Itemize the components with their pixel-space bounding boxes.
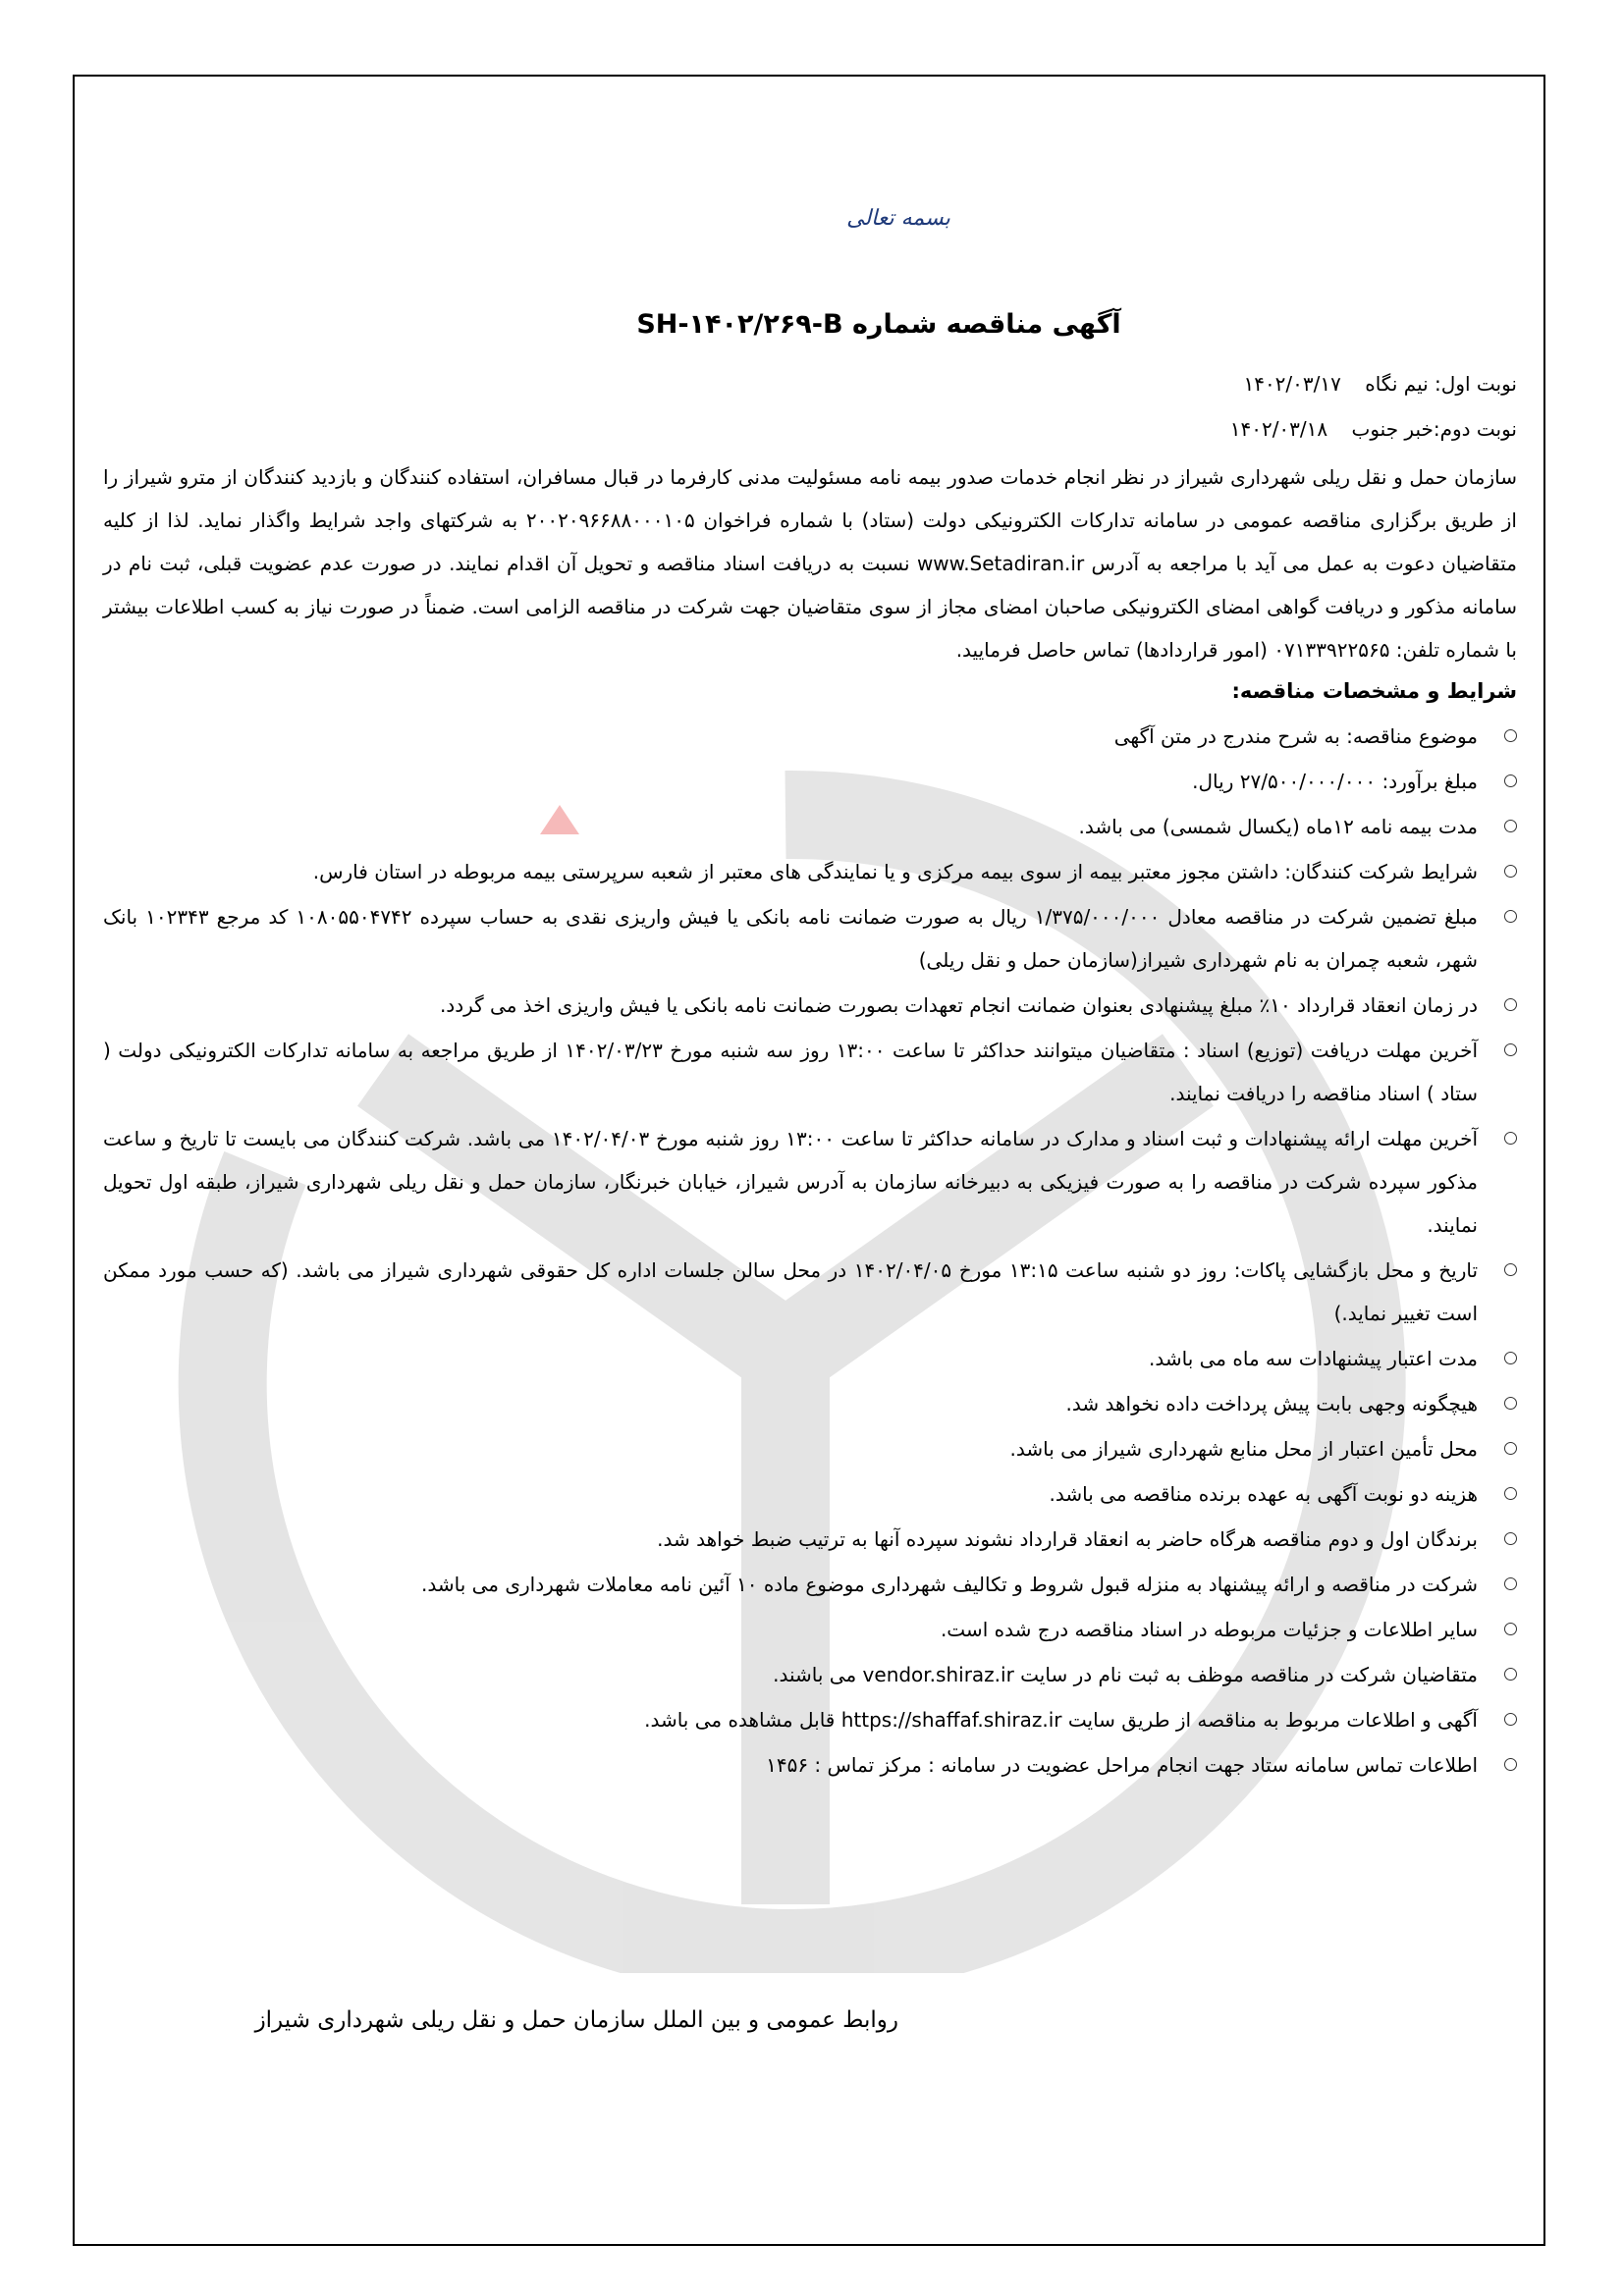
bullet-circle-icon <box>1504 1758 1517 1771</box>
list-item <box>103 1698 1517 1741</box>
list-item-text: آخرین مهلت ارائه پیشنهادات و ثبت اسناد و مدارک در سامانه حداکثر تا ساعت ۱۳:۰۰ روز شنبه مورخ ۱۴۰۲/۰۴/۰۳ می باشد. شرکت کنندگان می بایست تا تاریخ و ساعت مذکور سپرده شرکت در مناقصه را به صورت فیزیکی به دبیرخانه سازمان به آدرس شیراز، خیابان خبرنگار، سازمان حمل و نقل ریلی شهرداری شیراز، طبقه اول تحویل نمایند. <box>103 1127 1479 1237</box>
list-item-text: موضوع مناقصه: به شرح مندرج در متن آگهی <box>1113 724 1478 748</box>
list-item <box>103 1743 1517 1787</box>
bullet-circle-icon <box>1504 1043 1517 1056</box>
bullet-circle-icon <box>1504 1668 1517 1681</box>
list-item-text: اطلاعات تماس سامانه ستاد جهت انجام مراحل عضویت در سامانه : مرکز تماس : ۱۴۵۶ <box>766 1753 1478 1777</box>
list-item-text: آخرین مهلت دریافت (توزیع) اسناد : متقاضیان میتوانند حداکثر تا ساعت ۱۳:۰۰ روز سه شنبه مورخ ۱۴۰۲/۰۳/۲۳ از طریق مراجعه به سامانه تدارکات الکترونیکی دولت ( ستاد ) اسناد مناقصه را دریافت نمایند. <box>103 1039 1479 1105</box>
publication-second <box>103 406 1517 452</box>
bullet-circle-icon <box>1504 1487 1517 1500</box>
document-title: آگهی مناقصه شماره SH-۱۴۰۲/۲۶۹-B <box>636 309 1121 340</box>
conditions-list <box>103 715 1517 1787</box>
list-item <box>103 1518 1517 1561</box>
publication-first <box>103 361 1517 406</box>
list-item-text: شرایط شرکت کنندگان: داشتن مجوز معتبر بیمه از سوی بیمه مرکزی و یا نمایندگی های معتبر از شعبه سرپرستی بیمه مربوطه در استان فارس. <box>312 860 1478 883</box>
bullet-circle-icon <box>1504 1397 1517 1410</box>
list-item <box>103 1249 1517 1335</box>
bullet-circle-icon <box>1504 820 1517 832</box>
conditions-heading: شرایط و مشخصات مناقصه: <box>1231 679 1517 703</box>
bullet-circle-icon <box>1504 774 1517 787</box>
list-item <box>103 1608 1517 1651</box>
bullet-circle-icon <box>1504 1577 1517 1590</box>
publication-label: نوبت اول: نیم نگاه <box>1365 372 1517 396</box>
list-item <box>103 850 1517 893</box>
bullet-circle-icon <box>1504 865 1517 878</box>
list-item <box>103 715 1517 758</box>
list-item <box>103 1337 1517 1380</box>
list-item <box>103 1029 1517 1115</box>
list-item <box>103 805 1517 848</box>
list-item-text: متقاضیان شرکت در مناقصه موظف به ثبت نام در سایت vendor.shiraz.ir می باشند. <box>773 1663 1478 1686</box>
publication-date: ۱۴۰۲/۰۳/۱۷ <box>1243 372 1341 396</box>
list-item-text: برندگان اول و دوم مناقصه هرگاه حاضر به انعقاد قرارداد نشوند سپرده آنها به ترتیب ضبط خواهد شد. <box>657 1527 1478 1551</box>
list-item-text: مدت بیمه نامه ۱۲ماه (یکسال شمسی) می باشد. <box>1078 815 1478 838</box>
document-body <box>103 206 1517 1789</box>
list-item <box>103 895 1517 982</box>
list-item <box>103 1563 1517 1606</box>
bullet-circle-icon <box>1504 1442 1517 1455</box>
list-item <box>103 760 1517 803</box>
bullet-circle-icon <box>1504 1623 1517 1635</box>
bullet-circle-icon <box>1504 1713 1517 1726</box>
bullet-circle-icon <box>1504 1132 1517 1145</box>
list-item-text: تاریخ و محل بازگشایی پاکات: روز دو شنبه ساعت ۱۳:۱۵ مورخ ۱۴۰۲/۰۴/۰۵ در محل سالن جلسات اداره کل حقوقی شهرداری شیراز می باشد. (که حسب مورد ممکن است تغییر نماید.) <box>103 1258 1479 1325</box>
list-item-text: مبلغ تضمین شرکت در مناقصه معادل ۱/۳۷۵/۰۰۰/۰۰۰ ریال به صورت ضمانت نامه بانکی یا فیش واریزی نقدی به حساب سپرده ۱۰۸۰۵۵۰۴۷۴۲ کد مرجع ۱۰۲۳۴۳ بانک شهر، شعبه چمران به نام شهرداری شیراز(سازمان حمل و نقل ریلی) <box>103 905 1479 972</box>
list-item-text: محل تأمین اعتبار از محل منابع شهرداری شیراز می باشد. <box>1009 1437 1478 1461</box>
list-item-text: شرکت در مناقصه و ارائه پیشنهاد به منزله قبول شروط و تکالیف شهرداری موضوع ماده ۱۰ آئین نامه معاملات شهرداری می باشد. <box>420 1573 1478 1596</box>
list-item <box>103 1653 1517 1696</box>
publication-date: ۱۴۰۲/۰۳/۱۸ <box>1229 417 1328 441</box>
list-item-text: سایر اطلاعات و جزئیات مربوطه در اسناد مناقصه درج شده است. <box>940 1618 1478 1641</box>
list-item <box>103 1472 1517 1516</box>
bullet-circle-icon <box>1504 998 1517 1011</box>
list-item <box>103 984 1517 1027</box>
list-item-text: هزینه دو نوبت آگهی به عهده برنده مناقصه می باشد. <box>1049 1482 1478 1506</box>
bullet-circle-icon <box>1504 1532 1517 1545</box>
bullet-circle-icon <box>1504 910 1517 923</box>
basmala: بسمه تعالی <box>846 206 950 231</box>
list-item-text: در زمان انعقاد قرارداد ۱۰٪ مبلغ پیشنهادی بعنوان ضمانت انجام تعهدات بصورت ضمانت نامه بانکی یا فیش واریزی اخذ می گردد. <box>439 993 1478 1017</box>
signature-line: روابط عمومی و بین الملل سازمان حمل و نقل ریلی شهرداری شیراز <box>254 2007 898 2033</box>
bullet-circle-icon <box>1504 729 1517 742</box>
list-item <box>103 1117 1517 1247</box>
list-item-text: آگهی و اطلاعات مربوط به مناقصه از طریق سایت https://shaffaf.shiraz.ir قابل مشاهده می باشد. <box>644 1708 1478 1732</box>
list-item-text: هیچگونه وجهی بابت پیش پرداخت داده نخواهد شد. <box>1065 1392 1478 1415</box>
publication-label: نوبت دوم:خبر جنوب <box>1351 417 1517 441</box>
list-item <box>103 1427 1517 1470</box>
bullet-circle-icon <box>1504 1263 1517 1276</box>
list-item-text: مبلغ برآورد: ۲۷/۵۰۰/۰۰۰/۰۰۰ ریال. <box>1192 770 1478 793</box>
bullet-circle-icon <box>1504 1352 1517 1364</box>
intro-paragraph: سازمان حمل و نقل ریلی شهرداری شیراز در نظر انجام خدمات صدور بیمه نامه مسئولیت مدنی کارفرما در قبال مسافران، استفاده کنندگان و بازدید کنندگان از مترو شیراز را از طریق برگزاری مناقصه عمومی در سامانه تدارکات الکترونیکی دولت (ستاد) با شماره فراخوان ۲۰۰۲۰۹۶۶۸۸۰۰۰۱۰۵ به شرکتهای واجد شرایط واگذار نماید. لذا از کلیه متقاضیان دعوت به عمل می آید با مراجعه به آدرس www.Setadiran.ir نسبت به دریافت اسناد مناقصه و تحویل آن اقدام نمایند. در صورت عدم عضویت قبلی، ثبت نام در سامانه مذکور و دریافت گواهی امضای الکترونیکی صاحبان امضای مجاز از سوی متقاضیان جهت شرکت در مناقصه الزامی است. ضمناً در صورت نیاز به کسب اطلاعات بیشتر با شماره تلفن: ۰۷۱۳۳۹۲۲۵۶۵ (امور قراردادها) تماس حاصل فرمایید. <box>103 465 1518 662</box>
list-item <box>103 1382 1517 1425</box>
list-item-text: مدت اعتبار پیشنهادات سه ماه می باشد. <box>1149 1347 1478 1370</box>
